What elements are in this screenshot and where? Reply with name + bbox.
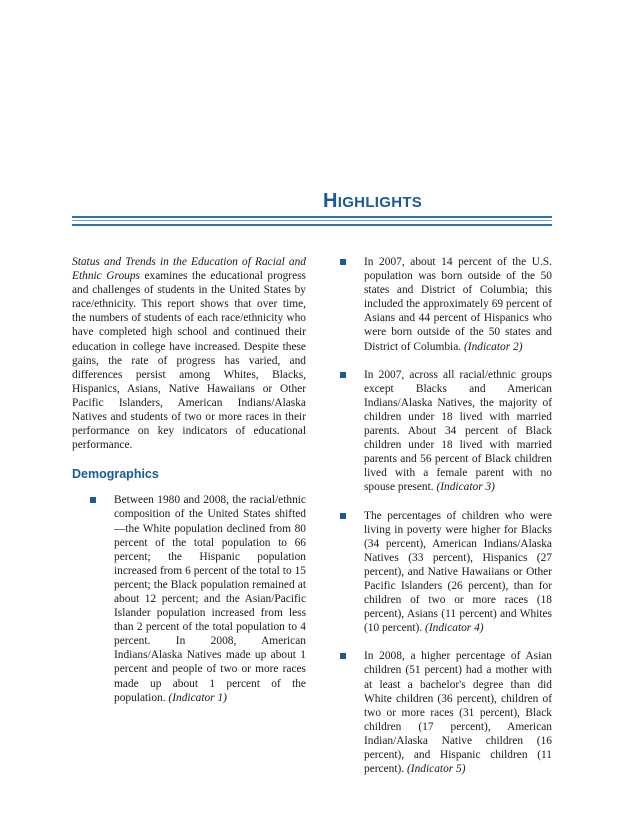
header-rule-bottom [72, 224, 552, 226]
bullet-text: Between 1980 and 2008, the racial/ethnic composition of the United States shifted—the White population declined from 80 percent of the total population to 66 percent; the Hispanic population increased from 6 percent of the total to 15 percent; the Black population remained at about 12 percent; and the Asian/Pacific Islander population increased from less than 2 percent of the total population to 4 percent. In 2008, American Indians/Alaska Natives made up about 1 percent and people of two or more races made up about 1 percent of the population. [114, 494, 306, 704]
list-item [338, 649, 552, 776]
indicator-ref: (Indicator 4) [425, 622, 484, 635]
demographics-heading: Demographics [72, 467, 159, 482]
square-bullet-icon [90, 497, 96, 503]
bullet-text: In 2007, about 14 percent of the U.S. population was born outside of the 50 states and District of Columbia; this included the approximately 69 percent of Asians and 44 percent of Hispanics who were born outside of the 50 states and District of Columbia. [364, 256, 552, 353]
header-rule-middle [72, 220, 552, 221]
list-item [338, 368, 552, 495]
right-column [338, 255, 552, 790]
indicator-ref: (Indicator 5) [407, 763, 466, 776]
indicator-ref: (Indicator 2) [463, 340, 523, 353]
square-bullet-icon [340, 513, 346, 519]
header-rules [72, 216, 552, 228]
bullet-text: In 2008, a higher percentage of Asian children (51 percent) had a mother with at least a bachelor's degree than did White children (36 percent), children of two or more races (31 percent), Black children (17 percent), American Indian/Alaska Native children (16 percent), and Hispanic children (11 percent). [364, 650, 552, 776]
page-title [323, 191, 422, 211]
page-title-initial: H [323, 190, 338, 212]
highlights-list [338, 255, 552, 776]
demographics-list [72, 493, 306, 704]
bullet-text: In 2007, across all racial/ethnic groups except Blacks and American Indians/Alaska Natives, the majority of children under 18 lived with married parents. About 34 percent of Black children under 18 lived with married parents and 56 percent of Black children lived with a female parent with no spouse present. [364, 368, 552, 494]
indicator-ref: (Indicator 3) [436, 481, 495, 494]
square-bullet-icon [340, 259, 346, 265]
bullet-text: The percentages of children who were living in poverty were higher for Blacks (34 percent), American Indians/Alaska Natives (33 percent), Hispanics (27 percent), and Native Hawaiians or Other Pacific Islanders (26 percent), than for children of two or more races (18 percent), Asians (11 percent) and Whites (10 percent). [364, 509, 552, 635]
report-title: Status and Trends in the Education of Racial and Ethnic Groups [72, 256, 306, 283]
header-rule-top [72, 216, 552, 218]
intro-body: examines the educational progress and challenges of students in the United States by race/ethnicity. This report shows that over time, the numbers of students of each race/ethnicity who have completed high school and continued their education in college have increased. Despite these gains, the rate of progress has varied, and differences persist among Whites, Blacks, Hispanics, Asians, Native Hawaiians or Other Pacific Islanders, American Indians/Alaska Natives and students of two or more races in their performance on key indicators of educational performance. [72, 270, 306, 452]
square-bullet-icon [340, 372, 346, 378]
square-bullet-icon [340, 653, 346, 659]
intro-paragraph [72, 255, 306, 452]
page-title-rest: IGHLIGHTS [337, 194, 423, 211]
indicator-ref: (Indicator 1) [168, 691, 227, 704]
list-item [338, 255, 552, 354]
left-column [72, 255, 306, 719]
list-item [72, 493, 306, 704]
list-item [338, 509, 552, 636]
